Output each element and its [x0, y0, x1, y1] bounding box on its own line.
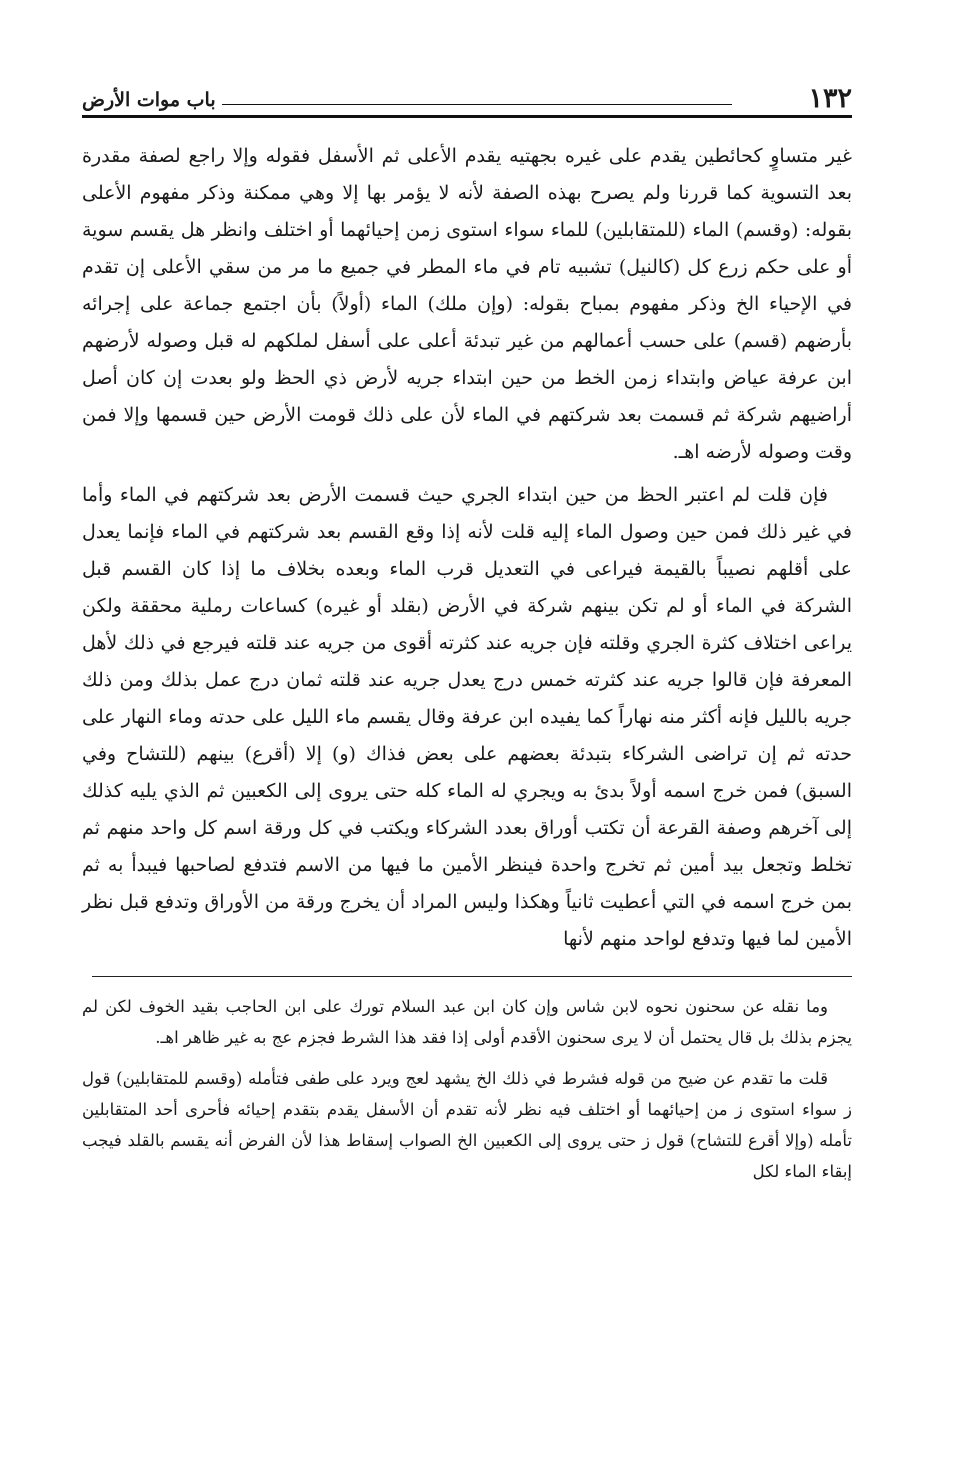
- main-paragraph: غير متساوٍ كحائطين يقدم على غيره بجهتيه يقدم الأعلى ثم الأسفل فقوله وإلا راجع لصفة مقدرة بعد التسوية كما قررنا ولم يصرح بهذه الصفة لأنه لا يؤمر بها إلا وهي ممكنة وذكر مفهوم الأعلى بقوله: (وقسم) الماء (للمتقابلين) للماء سواء استوى زمن إحيائهما أو اختلف وانظر هل يقسم سوية أو على حكم زرع كل (كالنيل) تشبيه تام في ماء المطر في جميع ما مر من سقي الأعلى إن تقدم في الإحياء الخ وذكر مفهوم بمباح بقوله: (وإن ملك) الماء (أولاً) بأن اجتمع جماعة على إجرائه بأرضهم (قسم) على حسب أعمالهم من غير تبدئة أعلى على أسفل لملكهم له قبل وصوله لأرضهم ابن عرفة عياض وابتداء زمن الخط من حين ابتداء جريه لأرض ذي الحظ ولو بعدت إن كان أصل أراضيهم شركة ثم قسمت بعد شركتهم في الماء لأن على ذلك قومت الأرض حين قسمها وإلا فمن وقت وصوله لأرضه اهـ.: [82, 145, 853, 463]
- footnote-paragraph: قلت ما تقدم عن ضيح من قوله فشرط في ذلك الخ يشهد لعج ويرد على طفى فتأمله (وقسم للمتقابلين) قول ز سواء استوى ز من إحيائهما أو اختلف فيه نظر لأنه تقدم أن الأسفل يقدم بتقدم إحيائه فأحرى أحد المتقابلين تأمله (وإلا أقرع للتشاح) قول ز حتى يروى إلى الكعبين الخ الصواب إسقاط هذا لأن الفرض أنه يقسم بالقلد فيجب إبقاء الماء لكل: [82, 1069, 852, 1181]
- footnote-paragraph: وما نقله عن سحنون نحوه لابن شاس وإن كان ابن عبد السلام تورك على ابن الحاجب بقيد الخوف لكن لم يجزم بذلك بل قال يحتمل أن لا يرى سحنون الأقدم أولى إذا فقد هذا الشرط فجزم عج به غير ظاهر اهـ.: [82, 997, 852, 1047]
- page-header: [82, 78, 852, 118]
- main-paragraph: فإن قلت لم اعتبر الحظ من حين ابتداء الجري حيث قسمت الأرض بعد شركتهم في الماء وأما في غير ذلك فمن حين وصول الماء إليه قلت لأنه إذا وقع القسم بعد شركتهم في الماء فإنما يعدل على أقلهم نصيباً بالقيمة فيراعى في التعديل قرب الماء وبعده بخلاف ما إذا كان القسم قبل الشركة في الماء أو لم تكن بينهم شركة في الأرض (بقلد أو غيره) كساعات رملية محققة ولكن يراعى اختلاف كثرة الجري وقلته فإن جريه عند كثرته أقوى من جريه عند قلته فيرجع في ذلك لأهل المعرفة فإن قالوا جريه عند كثرته خمس درج يعدل جريه عند قلته ثمان درج عمل بذلك ومن ذلك جريه بالليل فإنه أكثر منه نهاراً كما يفيده ابن عرفة وقال يقسم ماء الليل على حدته وماء النهار على حدته ثم إن تراضى الشركاء بتبدئة بعضهم على بعض فذاك (و) إلا (أقرع) بينهم (للتشاح وفي السبق) فمن خرج اسمه أولاً بدئ به ويجري له الماء كله حتى يروى إلى الكعبين ثم الذي يليه كذلك إلى آخرهم وصفة القرعة أن تكتب أوراق بعدد الشركاء ويكتب في كل ورقة اسم كل واحد منهم ثم تخلط وتجعل بيد أمين ثم تخرج واحدة فينظر الأمين ما فيها من الاسم فتدفع لصاحبها فيبدأ به ثم بمن خرج اسمه في التي أعطيت ثانياً وهكذا وليس المراد أن يخرج ورقة من الأوراق وتدفع قبل نظر الأمين لما فيها وتدفع لواحد منهم لأنها: [82, 484, 852, 950]
- running-title: باب موات الأرض: [82, 89, 216, 111]
- document-page: [82, 78, 852, 1398]
- footnotes: [82, 991, 852, 1187]
- footnote-divider: [92, 976, 852, 977]
- header-divider-line: [222, 104, 732, 105]
- page-number: ١٣٢: [808, 83, 852, 114]
- header-rule: [82, 115, 852, 118]
- main-text: [82, 138, 852, 958]
